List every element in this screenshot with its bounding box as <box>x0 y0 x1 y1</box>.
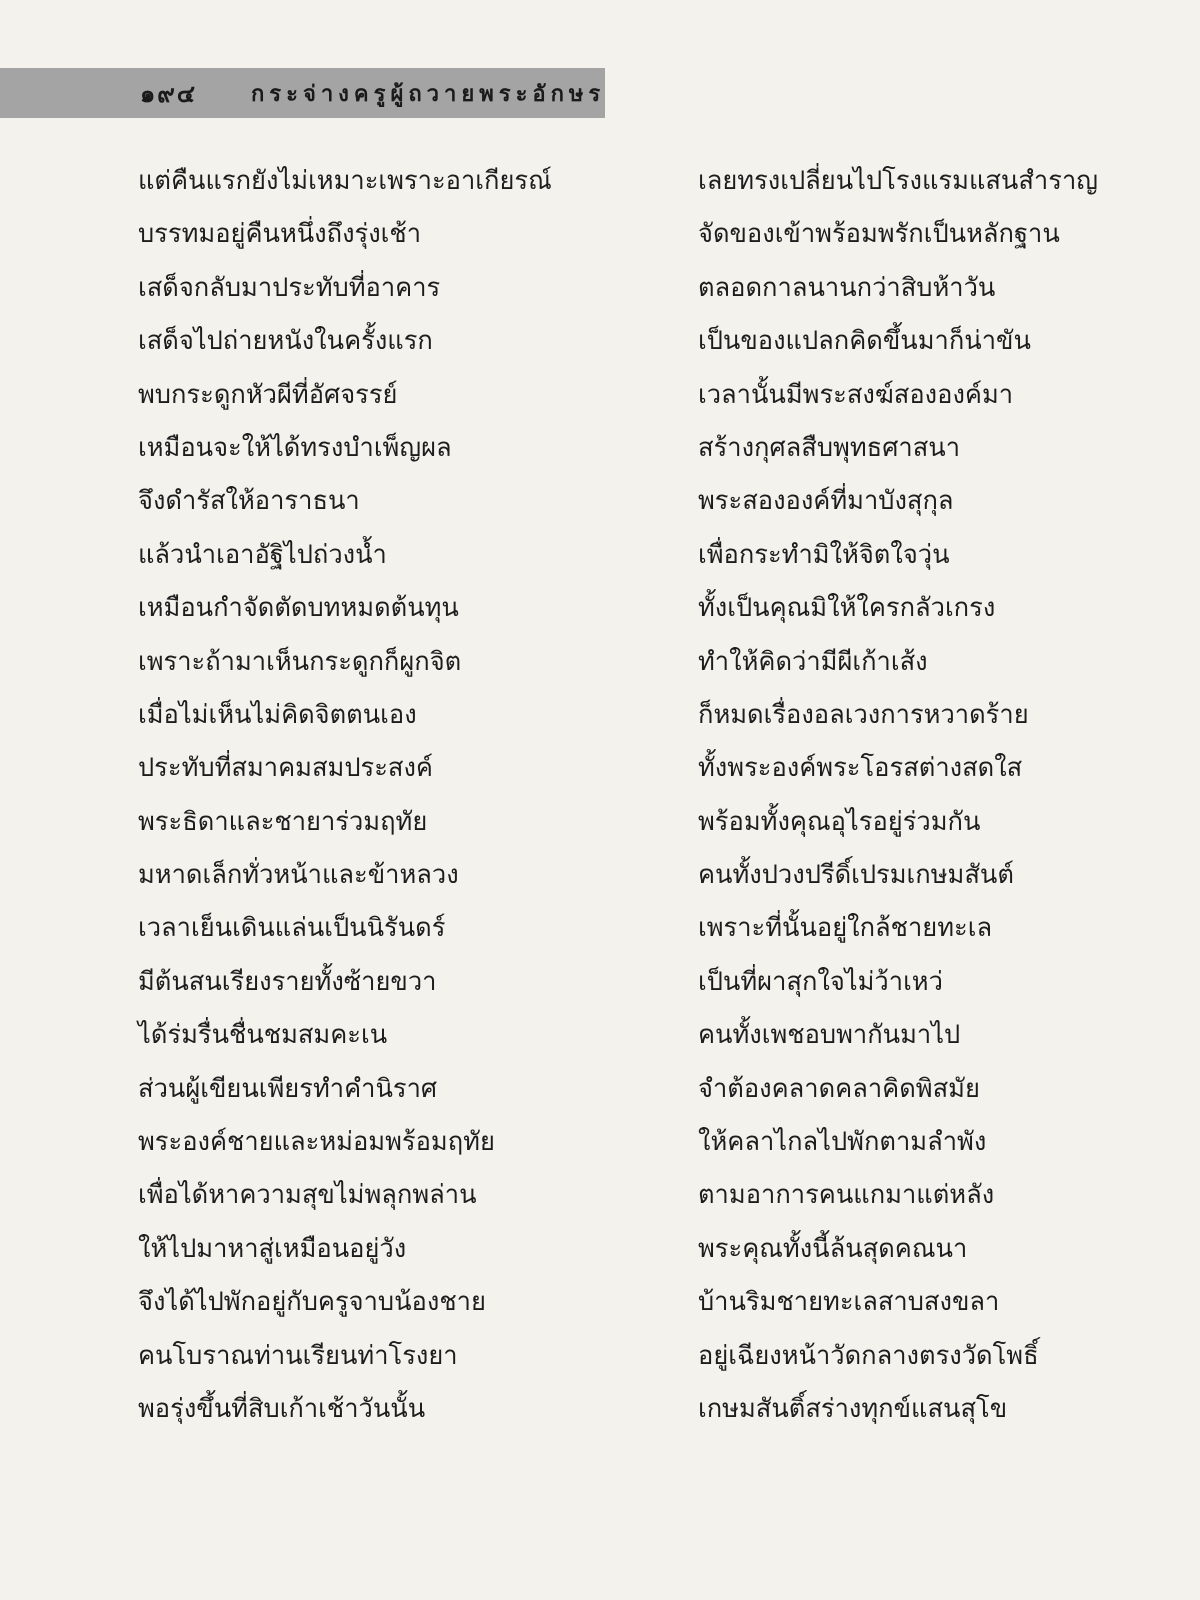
verse-line: จำต้องคลาดคลาคิดพิสมัย <box>698 1073 980 1104</box>
verse-line: เพราะถ้ามาเห็นกระดูกก็ผูกจิต <box>138 646 462 677</box>
verse-line: เกษมสันติ์สร่างทุกข์แสนสุโข <box>698 1393 1008 1424</box>
verse-line: จึงได้ไปพักอยู่กับครูจาบน้องชาย <box>138 1287 486 1318</box>
verse-line: พอรุ่งขึ้นที่สิบเก้าเช้าวันนั้น <box>138 1393 426 1424</box>
verse-line: ส่วนผู้เขียนเพียรทำคำนิราศ <box>138 1073 438 1104</box>
verse-line: คนโบราณท่านเรียนท่าโรงยา <box>138 1340 458 1371</box>
verse-line: บ้านริมชายทะเลสาบสงขลา <box>698 1287 1000 1318</box>
verse-line: เลยทรงเปลี่ยนไปโรงแรมแสนสำราญ <box>698 166 1098 196</box>
verse-line: จึงดำรัสให้อาราธนา <box>138 486 360 517</box>
verse-line: ให้คลาไกลไปพักตามลำพัง <box>698 1127 987 1158</box>
verse-line: คนทั้งเพชอบพากันมาไป <box>698 1020 961 1051</box>
verse-line: เพราะที่นั้นอยู่ใกล้ชายทะเล <box>698 913 993 944</box>
verse-line: สร้างกุศลสืบพุทธศาสนา <box>698 432 961 463</box>
poem-left-column <box>138 155 618 1436</box>
verse-line: เวลานั้นมีพระสงฆ์สององค์มา <box>698 379 1014 410</box>
book-title: กระจ่างครูผู้ถวายพระอักษร <box>250 81 606 107</box>
verse-line: ทำให้คิดว่ามีผีเก้าเส้ง <box>698 646 928 677</box>
verse-line: เป็นที่ผาสุกใจไม่ว้าเหว่ <box>698 966 943 997</box>
verse-line: เป็นของแปลกคิดขึ้นมาก็น่าขัน <box>698 326 1031 357</box>
verse-line: จัดของเข้าพร้อมพรักเป็นหลักฐาน <box>698 219 1060 250</box>
verse-line: เสด็จกลับมาประทับที่อาคาร <box>138 272 441 303</box>
page-number: ๑๙๔ <box>140 79 197 108</box>
running-header <box>0 68 605 118</box>
verse-line: บรรทมอยู่คืนหนึ่งถึงรุ่งเช้า <box>138 219 422 250</box>
verse-line: มีต้นสนเรียงรายทั้งซ้ายขวา <box>138 966 437 997</box>
verse-line: ทั้งเป็นคุณมิให้ใครกลัวเกรง <box>698 593 996 624</box>
verse-line: ตามอาการคนแกมาแต่หลัง <box>698 1180 995 1211</box>
verse-line: ประทับที่สมาคมสมประสงค์ <box>138 753 433 784</box>
verse-line: พร้อมทั้งคุณอุไรอยู่ร่วมกัน <box>698 806 981 837</box>
verse-line: เสด็จไปถ่ายหนังในครั้งแรก <box>138 326 433 357</box>
verse-line: พบกระดูกหัวผีที่อัศจรรย์ <box>138 379 398 410</box>
verse-line: แล้วนำเอาอัฐิไปถ่วงน้ำ <box>138 539 387 570</box>
verse-line: เหมือนกำจัดตัดบทหมดต้นทุน <box>138 593 459 624</box>
verse-line: ได้ร่มรื่นชื่นชมสมคะเน <box>138 1020 388 1051</box>
verse-line: แต่คืนแรกยังไม่เหมาะเพราะอาเกียรณ์ <box>138 166 552 196</box>
verse-line: พระองค์ชายและหม่อมพร้อมฤทัย <box>138 1127 495 1158</box>
verse-line: มหาดเล็กทั่วหน้าและข้าหลวง <box>138 860 459 891</box>
verse-line: ให้ไปมาหาสู่เหมือนอยู่วัง <box>138 1233 407 1264</box>
poem-right-column <box>698 155 1193 1436</box>
verse-line: พระสององค์ที่มาบังสุกุล <box>698 486 954 517</box>
verse-line: พระธิดาและชายาร่วมฤทัย <box>138 806 428 837</box>
verse-line: เพื่อได้หาความสุขไม่พลุกพล่าน <box>138 1180 477 1211</box>
verse-line: เพื่อกระทำมิให้จิตใจวุ่น <box>698 539 950 570</box>
verse-line: เหมือนจะให้ได้ทรงบำเพ็ญผล <box>138 432 452 463</box>
verse-line: อยู่เฉียงหน้าวัดกลางตรงวัดโพธิ์ <box>698 1340 1039 1371</box>
verse-line: ก็หมดเรื่องอลเวงการหวาดร้าย <box>698 699 1029 730</box>
verse-line: พระคุณทั้งนี้ล้นสุดคณนา <box>698 1233 968 1264</box>
verse-line: เวลาเย็นเดินแล่นเป็นนิรันดร์ <box>138 913 446 944</box>
verse-line: ทั้งพระองค์พระโอรสต่างสดใส <box>698 753 1023 784</box>
verse-line: เมื่อไม่เห็นไม่คิดจิตตนเอง <box>138 699 417 730</box>
verse-line: คนทั้งปวงปรีดิ์เปรมเกษมสันต์ <box>698 860 1014 891</box>
verse-line: ตลอดกาลนานกว่าสิบห้าวัน <box>698 272 996 303</box>
